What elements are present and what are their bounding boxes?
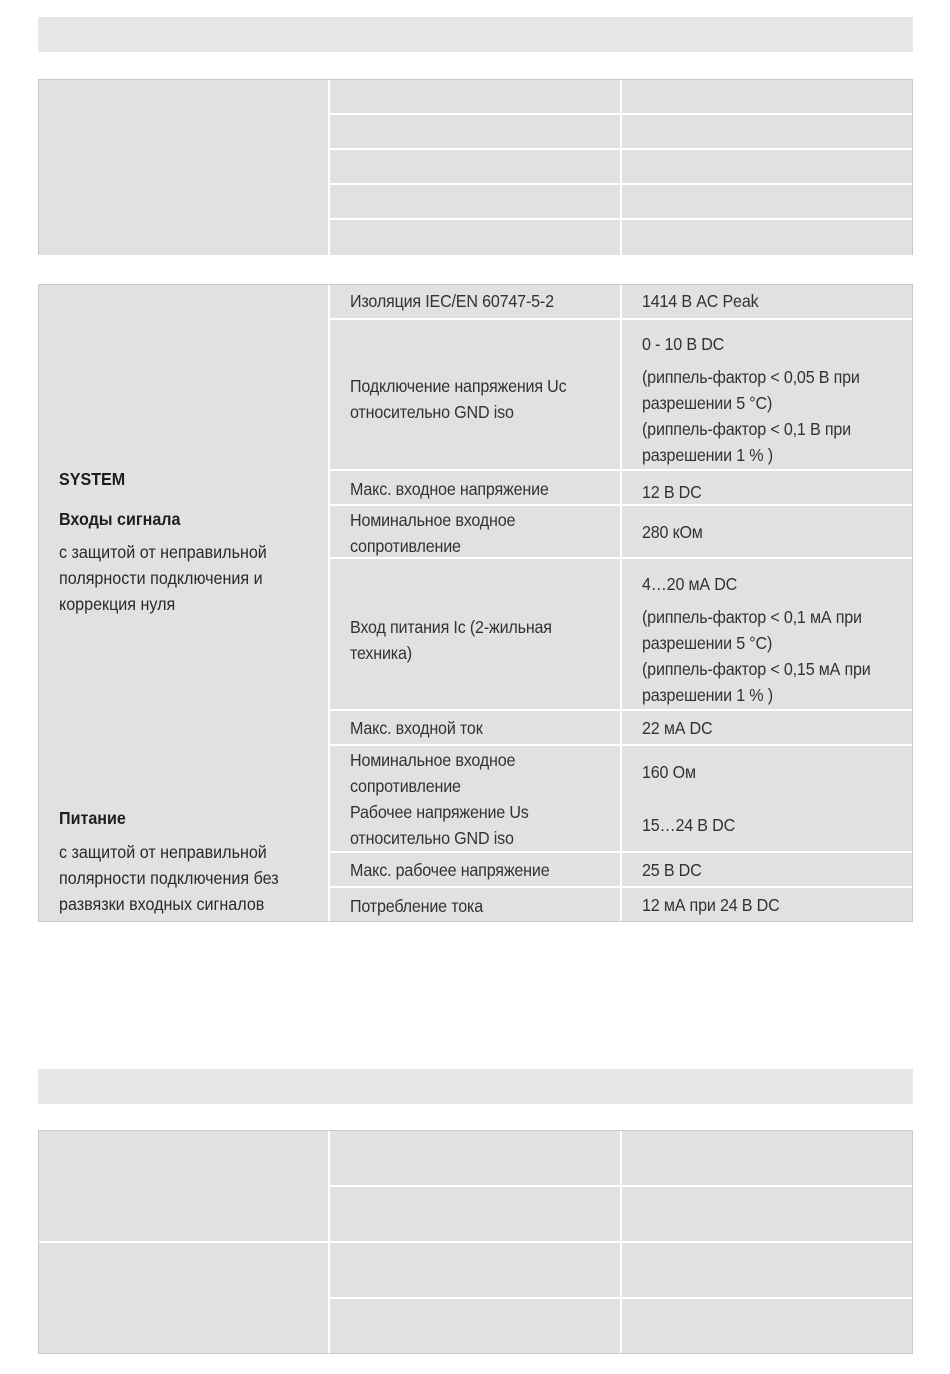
note-voltage-conn-2: разрешении 5 °C) (642, 393, 773, 413)
value-voltage-conn: 0 - 10 В DC (642, 334, 725, 354)
header-band-top (38, 17, 913, 52)
value-nominal-resistance-2: 160 Ом (642, 762, 696, 782)
param-operating-voltage-1: Рабочее напряжение Us (350, 802, 529, 822)
param-nominal-resistance-2b: сопротивление (350, 776, 461, 796)
value-current-input: 4…20 мА DC (642, 574, 738, 594)
param-max-input-voltage: Макс. входное напряжение (350, 479, 549, 499)
param-max-input-current: Макс. входной ток (350, 718, 483, 738)
param-nominal-resistance-2a: Номинальное входное (350, 750, 516, 770)
value-operating-voltage: 15…24 В DC (642, 815, 736, 835)
value-max-input-voltage: 12 В DC (642, 482, 702, 502)
note-current-input-4: разрешении 1 % ) (642, 685, 773, 705)
value-current-consumption: 12 мА при 24 В DC (642, 895, 780, 915)
signal-inputs-desc-3: коррекция нуля (59, 594, 176, 614)
note-current-input-2: разрешении 5 °C) (642, 633, 773, 653)
note-current-input-1: (риппель-фактор < 0,1 мА при (642, 607, 862, 627)
power-desc-3: развязки входных сигналов (59, 894, 265, 914)
param-isolation: Изоляция IEC/EN 60747-5-2 (350, 291, 554, 311)
note-voltage-conn-4: разрешении 1 % ) (642, 445, 773, 465)
power-desc-1: с защитой от неправильной (59, 842, 267, 862)
param-voltage-conn-1: Подключение напряжения Uc (350, 376, 567, 396)
note-voltage-conn-3: (риппель-фактор < 0,1 В при (642, 419, 851, 439)
note-current-input-3: (риппель-фактор < 0,15 мА при (642, 659, 871, 679)
param-current-input-1: Вход питания Ic (2-жильная (350, 617, 552, 637)
value-nominal-resistance-1: 280 кОм (642, 522, 703, 542)
note-voltage-conn-1: (риппель-фактор < 0,05 В при (642, 367, 860, 387)
header-band-bottom (38, 1069, 913, 1104)
param-max-operating-voltage: Макс. рабочее напряжение (350, 860, 550, 880)
value-max-operating-voltage: 25 В DC (642, 860, 702, 880)
param-nominal-resistance-1a: Номинальное входное (350, 510, 516, 530)
param-voltage-conn-2: относительно GND iso (350, 402, 514, 422)
value-max-input-current: 22 мА DC (642, 718, 713, 738)
signal-inputs-desc-2: полярности подключения и (59, 568, 263, 588)
param-current-input-2: техника) (350, 643, 412, 663)
power-heading: Питание (59, 808, 126, 828)
section-title: SYSTEM (59, 469, 126, 489)
signal-inputs-heading: Входы сигнала (59, 509, 181, 529)
value-isolation: 1414 В AC Peak (642, 291, 759, 311)
param-current-consumption: Потребление тока (350, 896, 483, 916)
power-desc-2: полярности подключения без (59, 868, 279, 888)
signal-inputs-desc-1: с защитой от неправильной (59, 542, 267, 562)
param-operating-voltage-2: относительно GND iso (350, 828, 514, 848)
param-nominal-resistance-1b: сопротивление (350, 536, 461, 556)
